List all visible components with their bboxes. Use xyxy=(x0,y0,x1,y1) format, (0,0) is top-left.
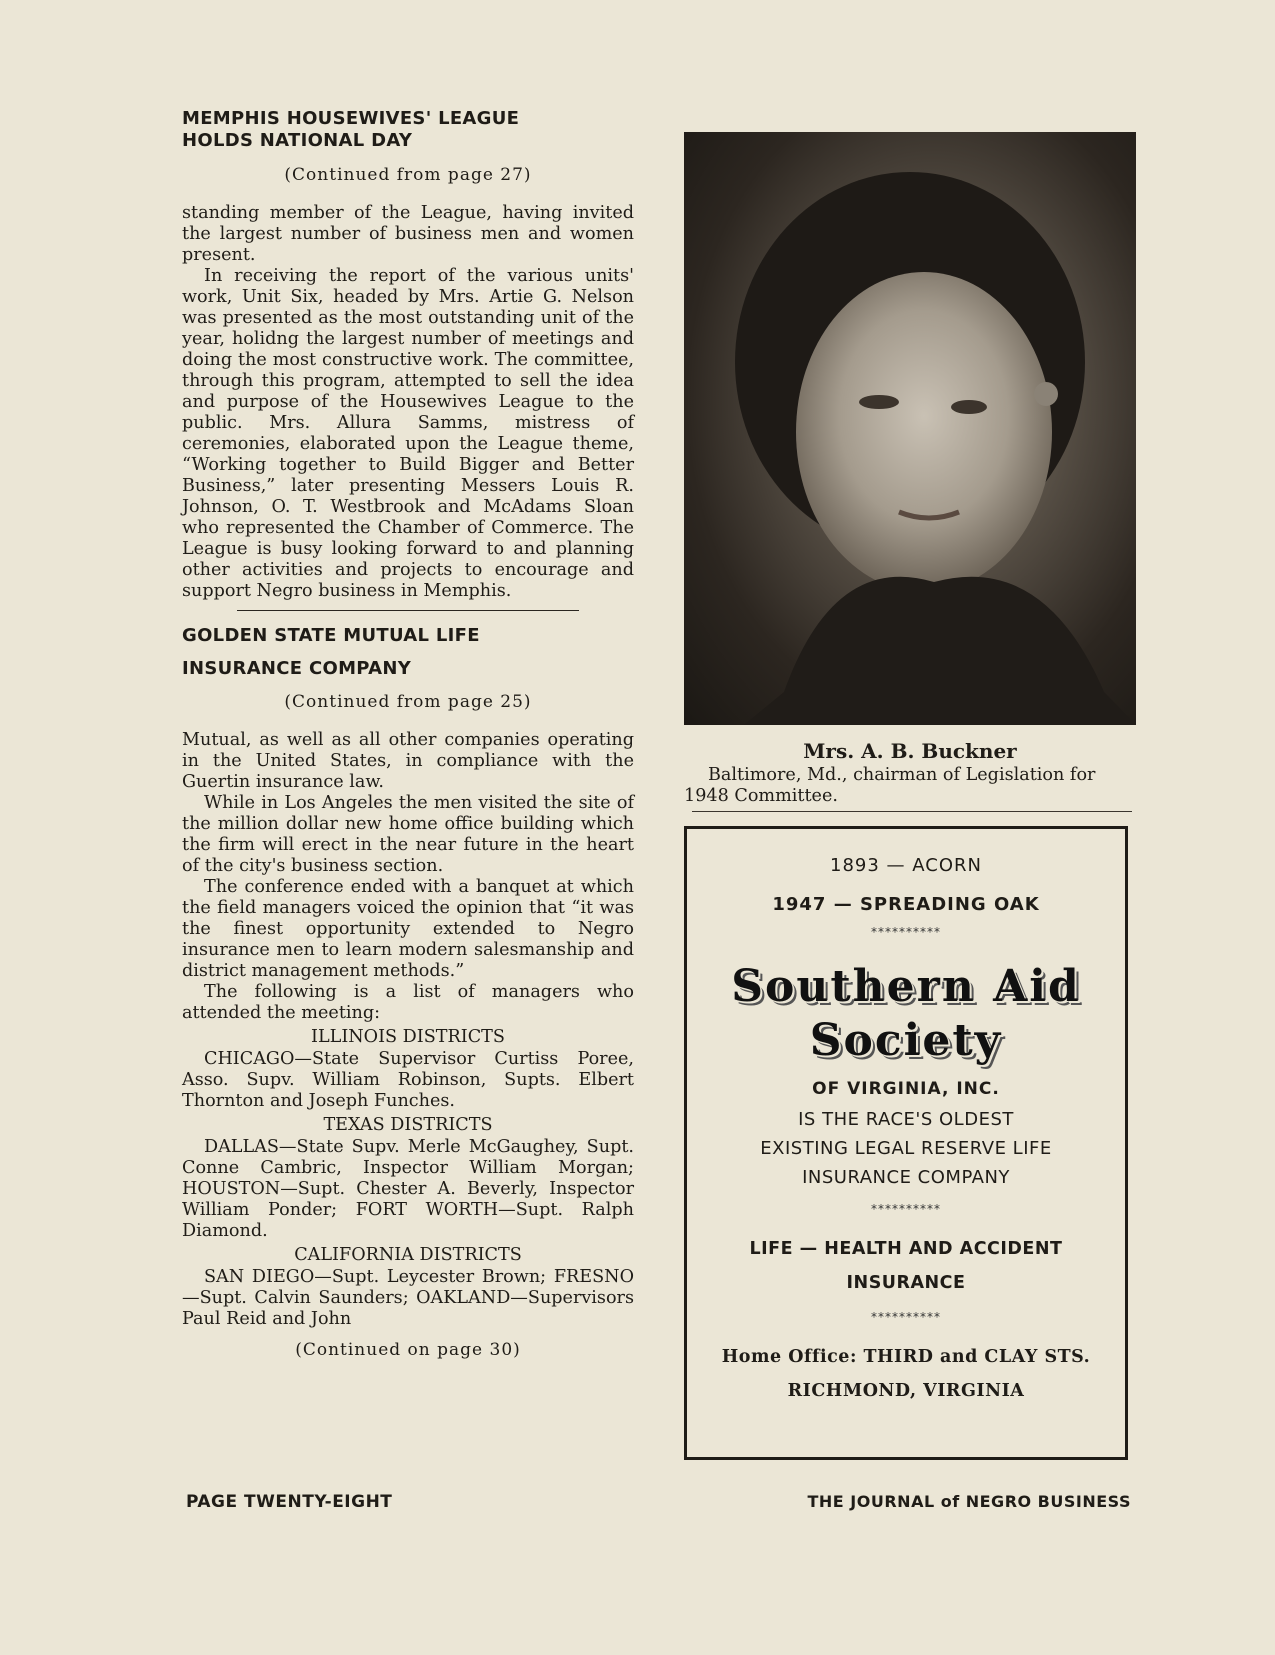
photo-caption-text: Baltimore, Md., chairman of Legislation for 1948 Committee. xyxy=(684,765,1096,806)
ad-line-oak: 1947 — SPREADING OAK xyxy=(772,894,1040,915)
article2-paragraph: Mutual, as well as all other companies operating in the United States, in compliance with the Guertin insurance law. xyxy=(182,730,634,792)
article1-paragraph: In receiving the report of the various units' work, Unit Six, headed by Mrs. Artie G. Nelson was presented as the most outstanding unit of the year, holidng the largest number of meetings and doing the most constructive work. The committee, through this program, attempted to sell the idea and purpose of the Housewives League to the public. Mrs. Allura Samms, mistress of ceremonies, elaborated upon the League theme, “Working together to Build Bigger and Better Business,” later presenting Messers Louis R. Johnson, O. T. Westbrook and McAdams Sloan who represented the Chamber of Commerce. The League is busy looking forward to and planning other activities and projects to encourage and support Negro business in Memphis. xyxy=(182,266,634,601)
photo-caption-name: Mrs. A. B. Buckner xyxy=(803,739,1017,763)
article1-title-line2: HOLDS NATIONAL DAY xyxy=(182,130,413,151)
district-text-texas: DALLAS—State Supv. Merle McGaughey, Supt. Conne Cambric, Inspector William Morgan; HOUSTON—Supt. Chester A. Beverly, Inspector William Ponder; FORT WORTH—Supt. Ralph Diamond. xyxy=(182,1137,634,1241)
district-heading-illinois: ILLINOIS DISTRICTS xyxy=(311,1027,505,1047)
ad-insurance-line1: LIFE — HEALTH AND ACCIDENT xyxy=(749,1239,1063,1259)
article2-title-line1: GOLDEN STATE MUTUAL LIFE xyxy=(182,625,480,646)
ad-line-acorn: 1893 — ACORN xyxy=(830,855,982,876)
portrait-illustration xyxy=(684,132,1136,725)
left-column xyxy=(182,108,634,1360)
portrait-photo xyxy=(684,132,1136,725)
district-heading-california: CALIFORNIA DISTRICTS xyxy=(294,1245,522,1265)
page-number-footer: PAGE TWENTY-EIGHT xyxy=(186,1492,393,1512)
article2-paragraph: The following is a list of managers who attended the meeting: xyxy=(182,982,634,1023)
right-column xyxy=(684,132,1136,1460)
district-text-illinois: CHICAGO—State Supervisor Curtiss Poree, Asso. Supv. William Robinson, Supts. Elbert Thornton and Joseph Funches. xyxy=(182,1049,634,1111)
article-divider xyxy=(237,610,579,611)
ad-claim-line2: EXISTING LEGAL RESERVE LIFE xyxy=(760,1138,1052,1159)
article1-continued-from: (Continued from page 27) xyxy=(284,165,532,185)
ad-subtitle: OF VIRGINIA, INC. xyxy=(812,1079,1000,1099)
ad-claim-line3: INSURANCE COMPANY xyxy=(802,1167,1010,1188)
ad-brand-line1: Southern Aid xyxy=(731,961,1081,1012)
article2-paragraph: While in Los Angeles the men visited the site of the million dollar new home office building which the firm will erect in the near future in the heart of the city's business section. xyxy=(182,793,634,876)
article1-body xyxy=(182,203,634,602)
ad-office-line1: Home Office: THIRD and CLAY STS. xyxy=(721,1347,1091,1367)
article2-body xyxy=(182,730,634,1330)
article2-paragraph: The conference ended with a banquet at which the field managers voiced the opinion that “it was the finest opportunity extended to Negro insurance men to learn modern salesmanship and district management methods.” xyxy=(182,877,634,981)
caption-divider xyxy=(692,811,1132,812)
ad-stars: ********** xyxy=(871,1202,941,1216)
advertisement xyxy=(684,826,1128,1460)
article2-continued-on: (Continued on page 30) xyxy=(295,1340,521,1360)
journal-footer: THE JOURNAL of NEGRO BUSINESS xyxy=(807,1492,1131,1511)
ad-stars: ********** xyxy=(871,925,941,939)
article2-continued-from: (Continued from page 25) xyxy=(284,692,532,712)
article1-title-line1: MEMPHIS HOUSEWIVES' LEAGUE xyxy=(182,108,520,129)
article1-paragraph: standing member of the League, having invited the largest number of business men and women present. xyxy=(182,203,634,265)
article2-title-line2: INSURANCE COMPANY xyxy=(182,658,412,679)
ad-stars: ********** xyxy=(871,1310,941,1324)
ad-brand-line2: Society xyxy=(809,1015,1003,1066)
ad-office-line2: RICHMOND, VIRGINIA xyxy=(787,1381,1025,1401)
district-text-california: SAN DIEGO—Supt. Leycester Brown; FRESNO—Supt. Calvin Saunders; OAKLAND—Supervisors Paul Reid and John xyxy=(182,1267,634,1329)
ad-insurance-line2: INSURANCE xyxy=(846,1273,966,1293)
ad-claim-line1: IS THE RACE'S OLDEST xyxy=(798,1109,1014,1130)
district-heading-texas: TEXAS DISTRICTS xyxy=(323,1115,493,1135)
